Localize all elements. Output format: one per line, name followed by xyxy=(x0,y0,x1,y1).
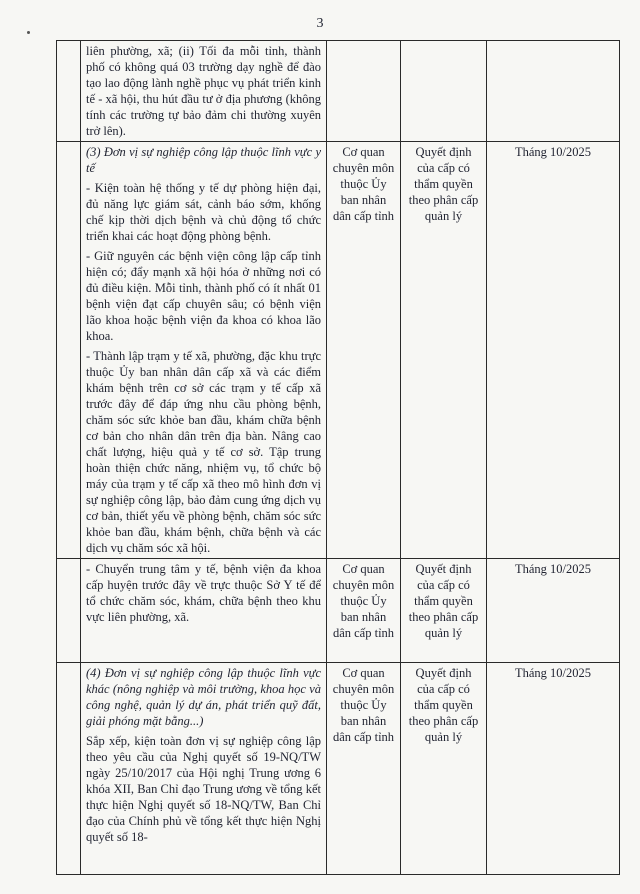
table-row xyxy=(57,559,620,663)
table-row xyxy=(57,142,620,559)
section-heading: (3) Đơn vị sự nghiệp công lập thuộc lĩnh vực y tế xyxy=(86,145,321,175)
agency-cell xyxy=(327,41,401,142)
stt-cell xyxy=(57,142,81,559)
agency-cell: Cơ quan chuyên môn thuộc Ủy ban nhân dân cấp tỉnh xyxy=(327,142,401,559)
content-paragraph: - Thành lập trạm y tế xã, phường, đặc khu trực thuộc Ủy ban nhân dân cấp xã và các điểm khám bệnh trên cơ sở các trạm y tế cấp xã trước đây để đáp ứng nhu cầu phòng bệnh, chăm sóc sức khỏe ban đầu, khám chữa bệnh cơ bản cho nhân dân trên địa bàn. Nâng cao chất lượng, hiệu quả y tế cơ sở. Tập trung hoàn thiện chức năng, nhiệm vụ, tổ chức bộ máy của trạm y tế cấp xã theo mô hình đơn vị sự nghiệp công lập, bảo đảm cung ứng dịch vụ cơ bản, thiết yếu về phòng bệnh, chăm sóc sức khỏe ban đầu, khám bệnh, chữa bệnh và các dịch vụ chăm sóc xã hội. xyxy=(86,349,321,555)
deadline-cell: Tháng 10/2025 xyxy=(487,142,620,559)
deadline-cell: Tháng 10/2025 xyxy=(487,663,620,875)
form-cell xyxy=(401,41,487,142)
content-paragraph: - Kiện toàn hệ thống y tế dự phòng hiện đại, đủ năng lực giám sát, cảnh báo sớm, khống chế kịp thời dịch bệnh và chủ động tổ chức triển khai các hoạt động phòng bệnh. xyxy=(86,181,321,243)
content-cell xyxy=(81,142,327,559)
content-paragraph: - Chuyển trung tâm y tế, bệnh viện đa khoa cấp huyện trước đây về trực thuộc Sở Y tế để tổ chức chăm sóc, khám, chữa bệnh theo khu vực liên phường, xã. xyxy=(86,562,321,624)
task-table xyxy=(56,40,620,875)
stt-cell xyxy=(57,663,81,875)
form-cell: Quyết định của cấp có thẩm quyền theo phân cấp quản lý xyxy=(401,663,487,875)
content-paragraph: - Giữ nguyên các bệnh viện công lập cấp tỉnh hiện có; đẩy mạnh xã hội hóa ở những nơi có đủ điều kiện. Mỗi tỉnh, thành phố có ít nhất 01 bệnh viện đạt cấp chuyên sâu; có bệnh viện lão khoa hoặc bệnh viện đa khoa có khoa lão khoa. xyxy=(86,249,321,343)
deadline-cell: Tháng 10/2025 xyxy=(487,559,620,663)
agency-cell: Cơ quan chuyên môn thuộc Ủy ban nhân dân cấp tỉnh xyxy=(327,559,401,663)
content-cell xyxy=(81,559,327,663)
content-paragraph: liên phường, xã; (ii) Tối đa mỗi tỉnh, thành phố có không quá 03 trường dạy nghề để đào tạo lao động lành nghề phục vụ phát triển kinh tế - xã hội, thu hút đầu tư ở địa phương (không tính các trường tự bảo đảm chi thường xuyên trở lên). xyxy=(86,44,321,138)
agency-cell: Cơ quan chuyên môn thuộc Ủy ban nhân dân cấp tỉnh xyxy=(327,663,401,875)
table-row xyxy=(57,663,620,875)
content-cell xyxy=(81,663,327,875)
deadline-cell xyxy=(487,41,620,142)
form-cell: Quyết định của cấp có thẩm quyền theo phân cấp quản lý xyxy=(401,142,487,559)
content-cell xyxy=(81,41,327,142)
stt-cell xyxy=(57,559,81,663)
page-number: 3 xyxy=(316,16,324,31)
section-heading: (4) Đơn vị sự nghiệp công lập thuộc lĩnh vực khác (nông nghiệp và môi trường, khoa học và công nghệ, quản lý dự án, phát triển quỹ đất, giải phóng mặt bằng...) xyxy=(86,666,321,728)
stt-cell xyxy=(57,41,81,142)
table-row xyxy=(57,41,620,142)
form-cell: Quyết định của cấp có thẩm quyền theo phân cấp quản lý xyxy=(401,559,487,663)
content-paragraph: Sắp xếp, kiện toàn đơn vị sự nghiệp công lập theo yêu cầu của Nghị quyết số 19-NQ/TW ngày 25/10/2017 của Hội nghị Trung ương 6 khóa XII, Ban Chỉ đạo Trung ương về tổng kết thực hiện Nghị quyết số 18-NQ/TW, Ban Chỉ đạo của Chính phủ về tổng kết thực hiện Nghị quyết số 18- xyxy=(86,734,321,844)
